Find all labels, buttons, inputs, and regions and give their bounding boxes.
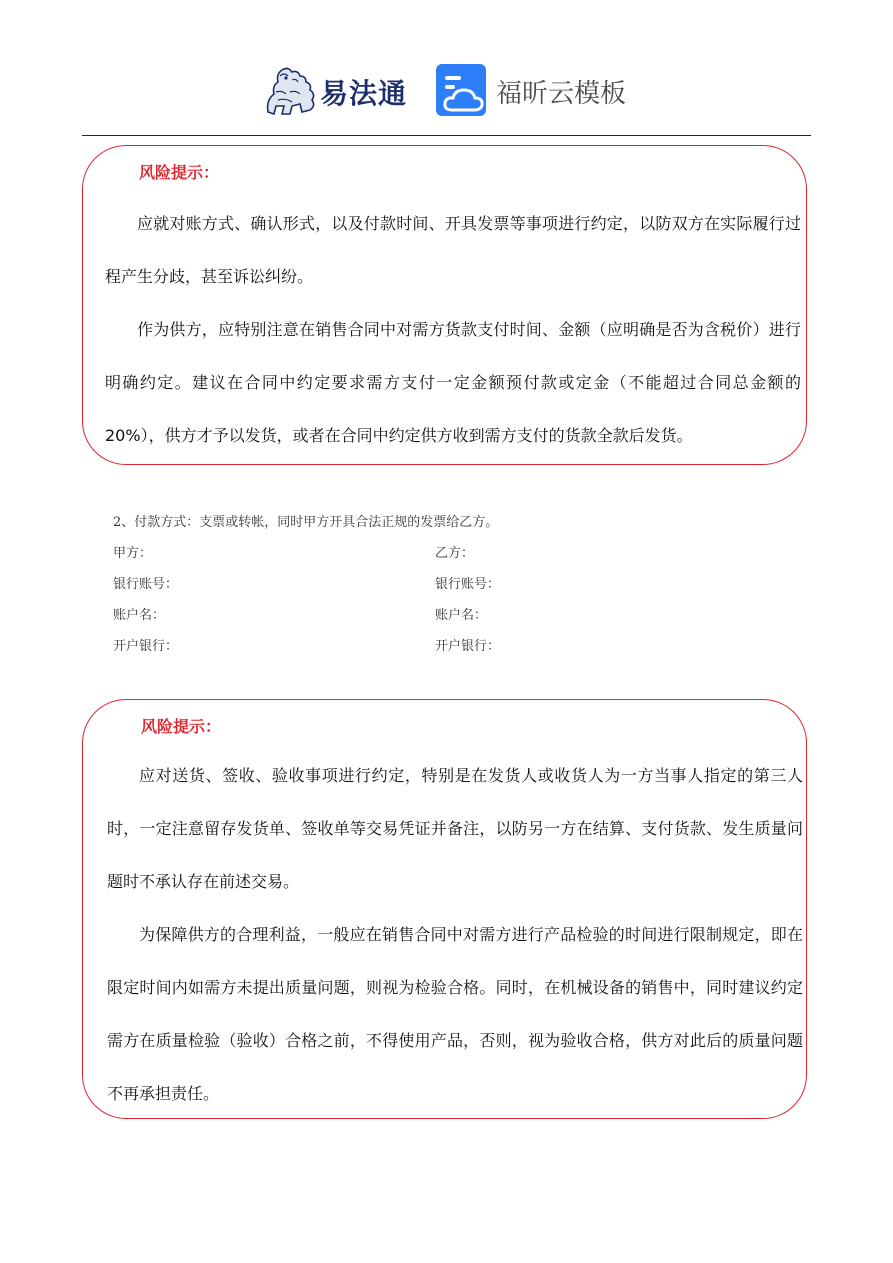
party-b-bank-label: 开户银行： [435,639,501,654]
risk-paragraph: 应对送货、签收、验收事项进行约定，特别是在发货人或收货人为一方当事人指定的第三人时，一定注意留存发货单、签收单等交易凭证并备注，以防另一方在结算、支付货款、发生质量问题时不承认存在前述交易。 [107,766,803,891]
party-a-bank-label: 开户银行： [113,639,179,654]
risk-notice-title: 风险提示： [139,163,220,182]
qilin-logo-icon [262,62,320,120]
risk-notice-body [105,197,801,462]
party-a-account-name-label: 账户名： [113,608,166,623]
risk-paragraph: 作为供方，应特别注意在销售合同中对需方货款支付时间、金额（应明确是否为含税价）进行明确约定。建议在合同中约定要求需方支付一定金额预付款或定金（不能超过合同总金额的 20%），供方才予以发货，或者在合同中约定供方收到需方支付的货款全款后发货。 [105,320,801,445]
yifatong-logo [262,62,412,120]
risk-paragraph: 应就对账方式、确认形式，以及付款时间、开具发票等事项进行约定，以防双方在实际履行过程产生分歧，甚至诉讼纠纷。 [105,214,801,286]
risk-notice-box-2 [82,699,807,1119]
party-row [113,542,813,562]
risk-notice-box-1 [82,145,807,465]
party-b-name-label: 乙方： [435,546,475,561]
party-row [113,573,813,593]
page-header [0,58,893,124]
party-b-account-name-label: 账户名： [435,608,488,623]
party-a-account-label: 银行账号： [113,577,179,592]
logo-right-text: 福昕云模板 [496,79,627,109]
logo-left-text: 易法通 [320,77,408,110]
party-b-account-label: 银行账号： [435,577,501,592]
party-row [113,635,813,655]
risk-notice-title: 风险提示： [141,717,222,736]
header-divider [82,135,811,136]
payment-method-line: 2、付款方式：支票或转帐，同时甲方开具合法正规的发票给乙方。 [113,515,499,530]
party-a-name-label: 甲方： [113,546,153,561]
risk-paragraph: 为保障供方的合理利益，一般应在销售合同中对需方进行产品检验的时间进行限制规定，即在限定时间内如需方未提出质量问题，则视为检验合格。同时，在机械设备的销售中，同时建议约定需方在质量检验（验收）合格之前，不得使用产品，否则，视为验收合格，供方对此后的质量问题不再承担责任。 [107,925,803,1103]
risk-notice-body [107,749,803,1120]
party-row [113,604,813,624]
foxit-cloud-icon [436,64,486,116]
